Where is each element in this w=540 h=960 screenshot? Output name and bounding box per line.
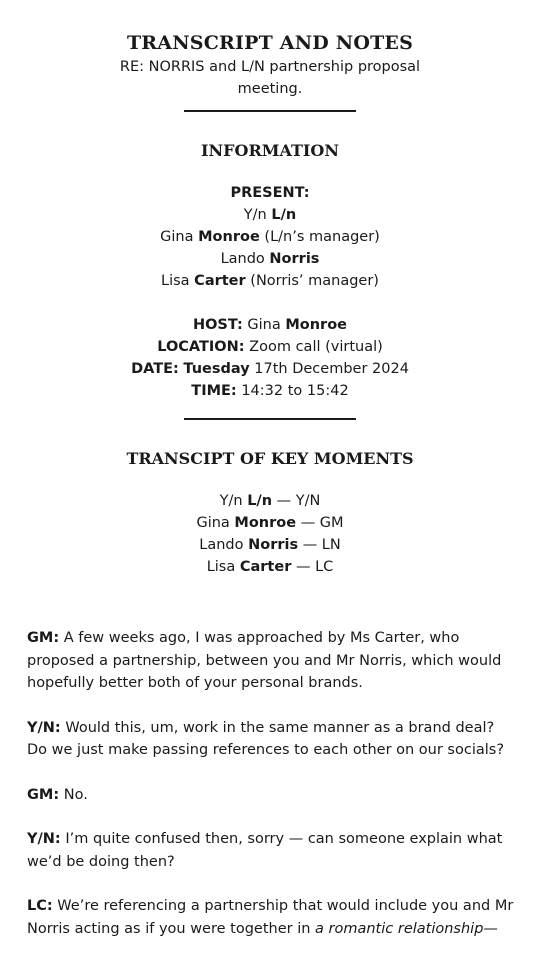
information-section	[0, 112, 540, 402]
dialogue-entry	[27, 828, 517, 873]
meeting-details	[0, 292, 540, 402]
attendee-line: Gina Monroe (L/n’s manager)	[160, 229, 380, 245]
key-moments-section	[0, 420, 540, 578]
dialogue-text: A few weeks ago, I was approached by Ms Carter, who proposed a partnership, between you and Mr Norris, which would hopefully better both of your personal brands.	[27, 630, 502, 691]
key-moments-heading: TRANSCIPT OF KEY MOMENTS	[126, 449, 414, 468]
host-line: HOST: Gina Monroe	[192, 317, 348, 333]
dialogue-text: We’re referencing a partnership that would include you and Mr Norris acting as if you were together in	[27, 898, 514, 937]
present-block	[0, 162, 540, 292]
dialogue-text: I’m quite confused then, sorry — can someone explain what we’d be doing then?	[27, 831, 503, 870]
dialogue-entry	[27, 627, 517, 695]
speaker-tag: Y/N:	[27, 831, 61, 847]
legend-item: Lisa Carter — LC	[206, 559, 334, 575]
speaker-tag: Y/N:	[27, 719, 61, 736]
dialogue-entry	[27, 784, 517, 807]
document-header	[0, 0, 540, 100]
speaker-tag: GM:	[27, 630, 60, 646]
document-title: TRANSCRIPT AND NOTES	[126, 32, 414, 54]
present-label: PRESENT:	[230, 185, 310, 201]
attendee-line: Lando Norris	[220, 251, 320, 267]
speaker-tag: GM:	[27, 786, 60, 803]
legend-item: Lando Norris — LN	[199, 537, 341, 553]
dialogue-list	[27, 627, 517, 940]
time-line: TIME: 14:32 to 15:42	[191, 383, 349, 399]
location-line: LOCATION: Zoom call (virtual)	[157, 339, 383, 355]
dialogue-text: Would this, um, work in the same manner as a brand deal? Do we just make passing references to each other on our socials?	[27, 719, 505, 758]
attendee-line: Lisa Carter (Norris’ manager)	[161, 273, 379, 289]
dialogue-emphasis: a romantic relationship—	[315, 920, 498, 937]
document-subtitle: RE: NORRIS and L/N partnership proposal meeting.	[119, 59, 421, 97]
legend-item: Y/n L/n — Y/N	[219, 493, 321, 509]
date-line: DATE: Tuesday 17th December 2024	[131, 361, 409, 377]
dialogue-text: No.	[59, 786, 88, 803]
attendee-line: Y/n L/n	[243, 207, 297, 223]
legend-item: Gina Monroe — GM	[196, 515, 344, 531]
speaker-tag: LC:	[27, 898, 53, 914]
speaker-legend	[0, 470, 540, 578]
information-heading: INFORMATION	[201, 141, 339, 160]
dialogue-entry	[27, 895, 517, 940]
dialogue-entry	[27, 717, 517, 762]
